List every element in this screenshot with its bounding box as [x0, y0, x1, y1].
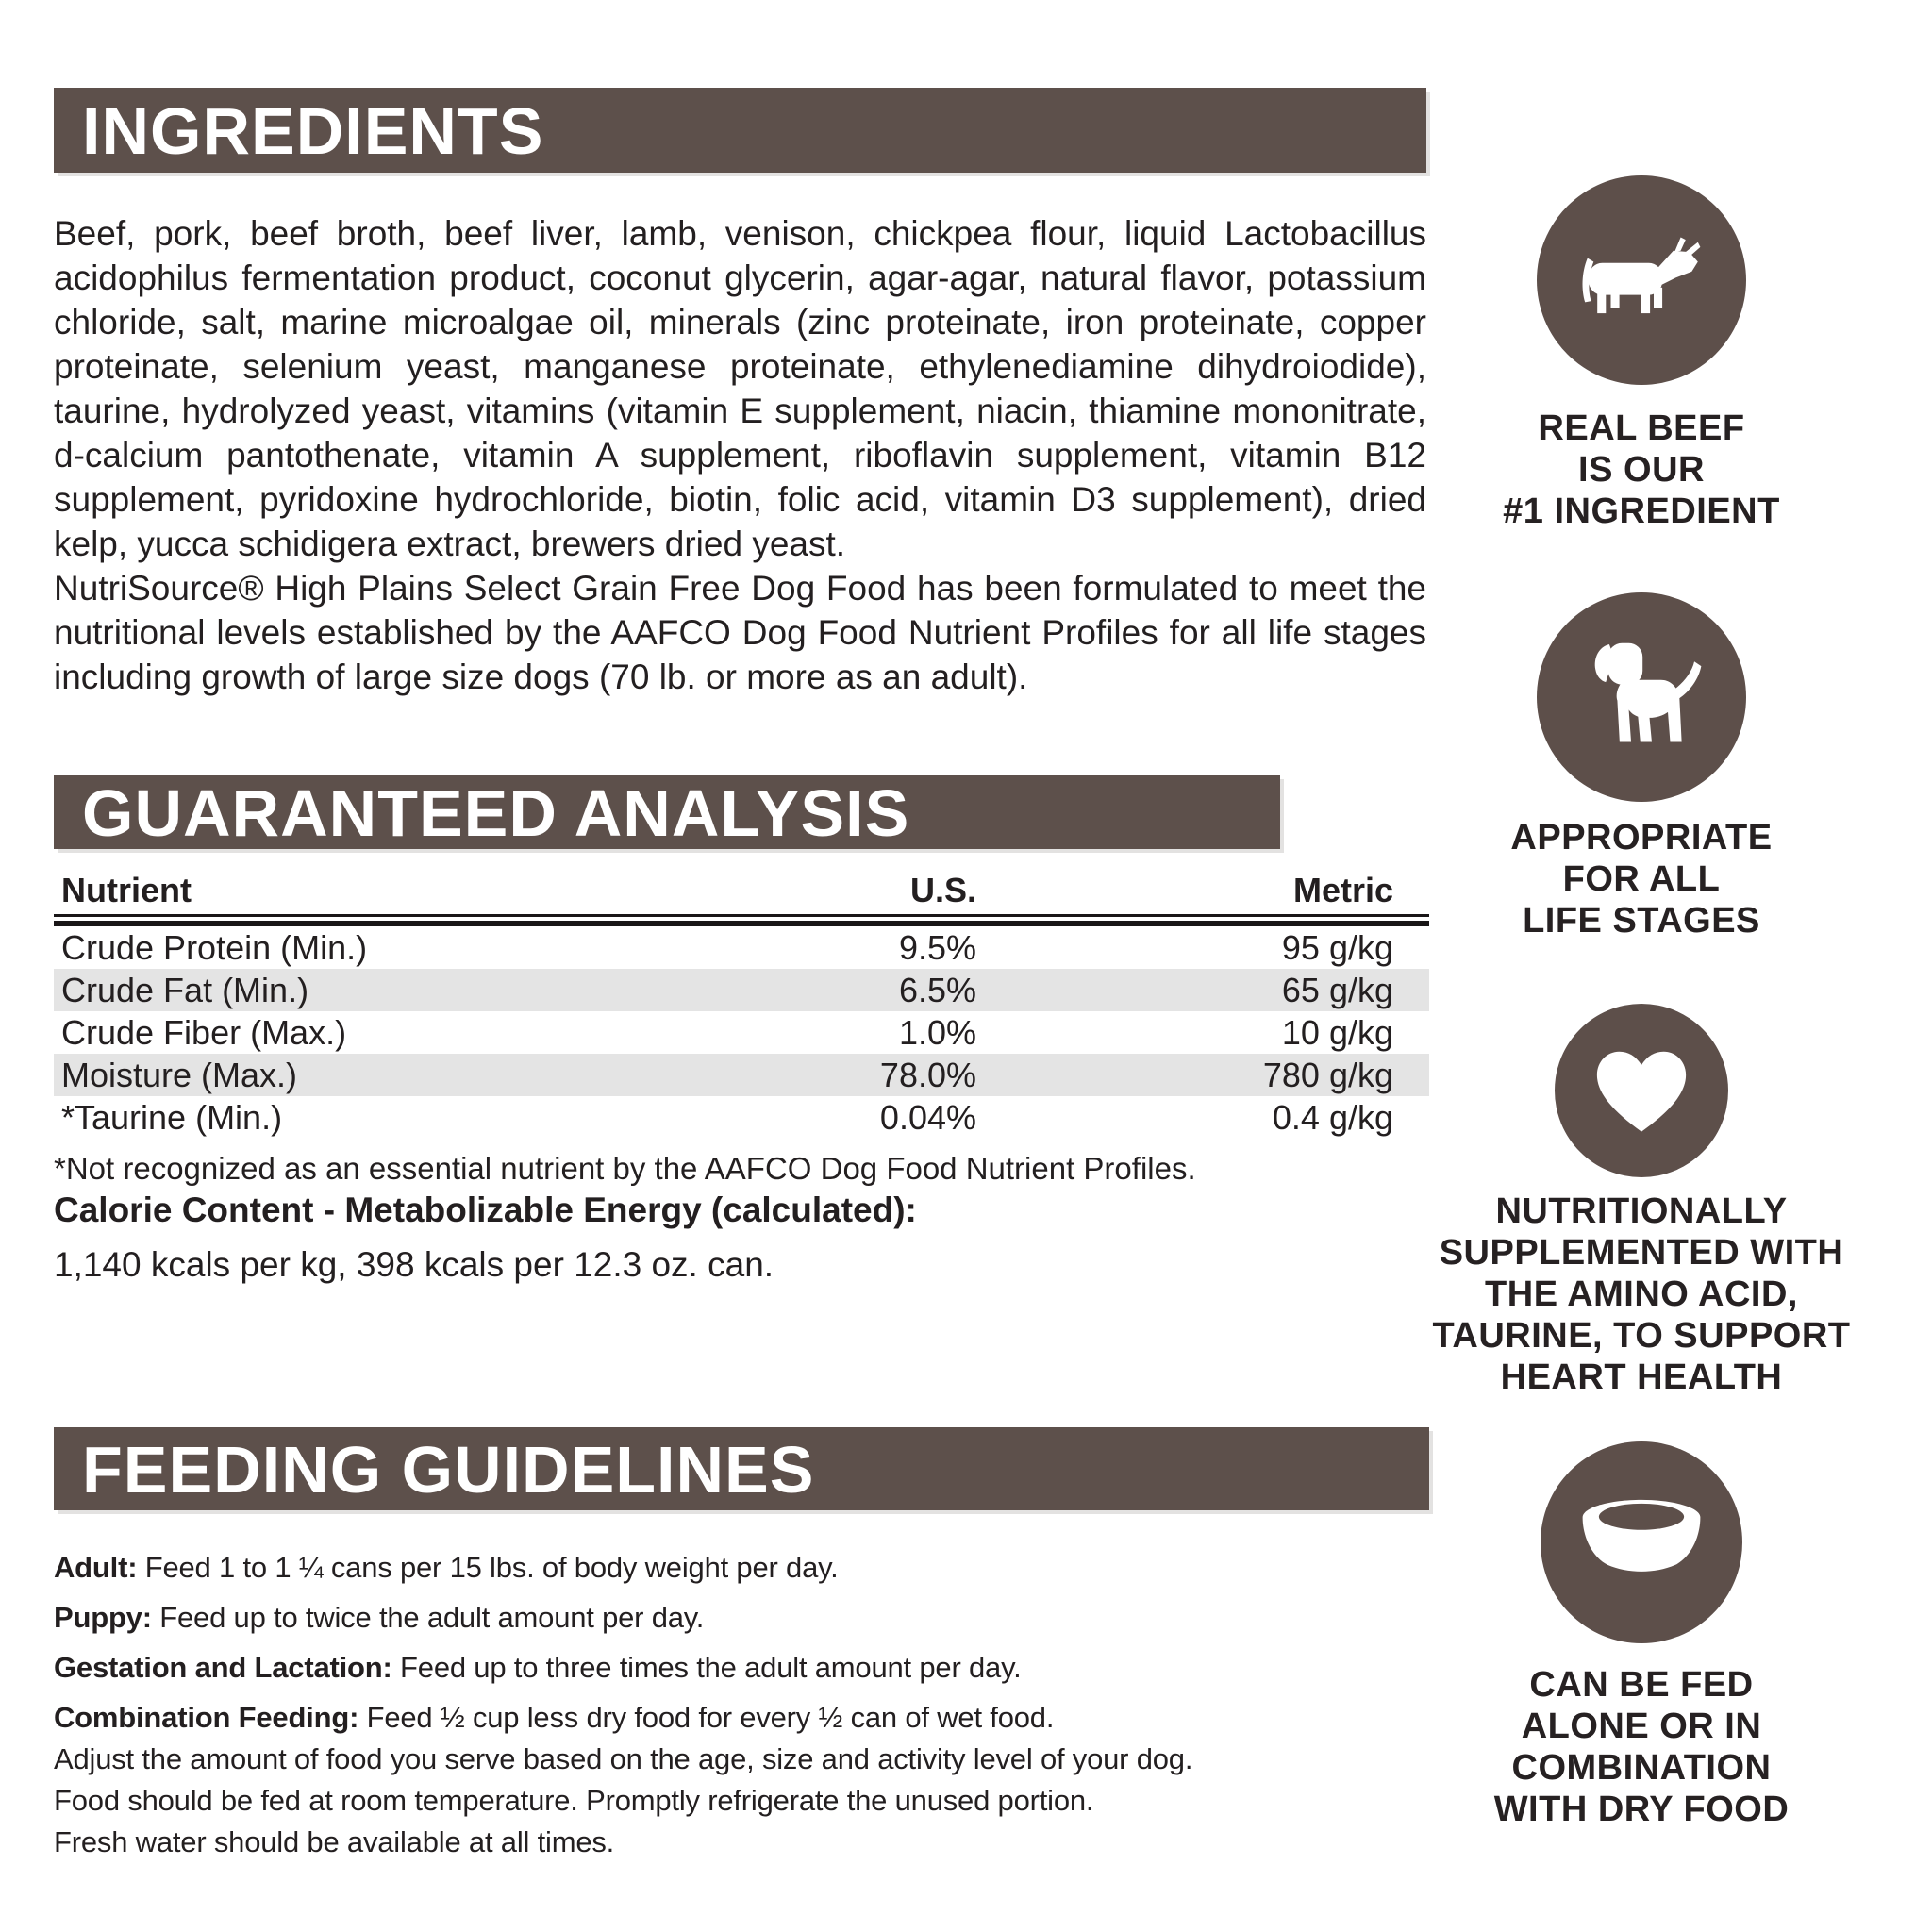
column-header-us: U.S.: [909, 871, 976, 909]
column-header-metric: Metric: [1292, 871, 1393, 909]
ingredients-section-banner: [54, 88, 1426, 173]
feeding-line-label: Adult:: [54, 1551, 138, 1584]
feeding-line-combination: [54, 1697, 1441, 1739]
feeding-line-text: Feed ½ cup less dry food for every ½ can of wet food.: [358, 1701, 1055, 1734]
badge-caption: [1415, 817, 1868, 941]
ingredients-paragraph: Beef, pork, beef broth, beef liver, lamb, venison, chickpea flour, liquid Lactobacillus acidophilus fermentation product, coconut glycerin, agar-agar, natural flavor, potassium chloride, salt, marine microalgae oil, minerals (zinc proteinate, iron proteinate, copper proteinate, selenium yeast, manganese proteinate, ethylenediamine dihydroiodide), taurine, hydrolyzed yeast, vitamins (vitamin E supplement, niacin, thiamine mononitrate, d-calcium pantothenate, vitamin A supplement, riboflavin supplement, vitamin B12 supplement, pyridoxine hydrochloride, biotin, folic acid, vitamin D3 supplement), dried kelp, yucca schidigera extract, brewers dried yeast.: [54, 214, 1426, 563]
feeding-line-text: Adjust the amount of food you serve based on the age, size and activity level of your dog.: [54, 1742, 1193, 1775]
feeding-line-adjust: [54, 1739, 1441, 1780]
bowl-icon: [1573, 1490, 1710, 1595]
guaranteed-analysis-section-banner: [54, 775, 1280, 849]
cell-nutrient: Crude Fat (Min.): [61, 970, 309, 1009]
feeding-line-temperature: [54, 1780, 1441, 1822]
caption-line: CAN BE FED: [1529, 1665, 1754, 1705]
cell-us: 9.5%: [898, 927, 976, 967]
feeding-line-text: Feed up to twice the adult amount per day.: [151, 1601, 705, 1634]
caption-line: IS OUR: [1578, 450, 1705, 490]
cell-us: 1.0%: [898, 1012, 976, 1052]
caption-line: #1 INGREDIENT: [1503, 491, 1780, 531]
guaranteed-analysis-table: [54, 870, 1429, 1139]
badge-caption: [1415, 1664, 1868, 1830]
cow-icon: [1568, 231, 1715, 329]
calorie-content-value: 1,140 kcals per kg, 398 kcals per 12.3 oz. can.: [54, 1245, 774, 1284]
cell-us: 6.5%: [898, 970, 976, 1009]
caption-line: WITH DRY FOOD: [1493, 1790, 1790, 1829]
feeding-guidelines-text-block: [54, 1547, 1441, 1863]
feeding-line-text: Feed 1 to 1 ¼ cans per 15 lbs. of body weight per day.: [137, 1551, 839, 1584]
feeding-line-adult: [54, 1547, 1441, 1589]
badge-circle: [1555, 1004, 1728, 1177]
feeding-line-label: Combination Feeding:: [54, 1701, 359, 1734]
caption-line: NUTRITIONALLY: [1495, 1191, 1788, 1231]
guaranteed-analysis-title: GUARANTEED ANALYSIS: [82, 776, 910, 850]
table-row: [54, 926, 1429, 969]
caption-line: HEART HEALTH: [1500, 1357, 1783, 1397]
feeding-guidelines-title: FEEDING GUIDELINES: [82, 1433, 815, 1507]
cell-metric: 95 g/kg: [1281, 927, 1393, 967]
cell-nutrient: *Taurine (Min.): [61, 1097, 283, 1137]
cell-nutrient: Moisture (Max.): [61, 1055, 298, 1094]
cell-metric: 780 g/kg: [1262, 1055, 1393, 1094]
table-header-rule: [54, 914, 1429, 926]
taurine-footnote: *Not recognized as an essential nutrient by the AAFCO Dog Food Nutrient Profiles.: [54, 1151, 1196, 1186]
cell-nutrient: Crude Fiber (Max.): [61, 1012, 347, 1052]
feeding-line-label: Puppy:: [54, 1601, 152, 1634]
caption-line: APPROPRIATE: [1510, 818, 1773, 858]
column-header-nutrient: Nutrient: [61, 871, 192, 909]
badge-combination-feeding: [1415, 1441, 1868, 1830]
ingredients-text-block: [54, 211, 1426, 699]
caption-line: COMBINATION: [1511, 1748, 1772, 1788]
cell-us: 78.0%: [879, 1055, 976, 1094]
cell-metric: 0.4 g/kg: [1272, 1097, 1393, 1137]
feeding-line-puppy: [54, 1597, 1441, 1639]
badge-caption: [1415, 408, 1868, 532]
feeding-line-gestation: [54, 1647, 1441, 1689]
badge-caption: [1415, 1191, 1868, 1398]
cell-metric: 10 g/kg: [1281, 1012, 1393, 1052]
feeding-line-text: Feed up to three times the adult amount per day.: [391, 1651, 1022, 1684]
badge-circle: [1537, 592, 1746, 802]
table-header-row: [54, 870, 1429, 911]
badge-life-stages: [1415, 592, 1868, 941]
heart-icon: [1586, 1041, 1697, 1141]
badge-circle: [1541, 1441, 1742, 1643]
caption-line: REAL BEEF: [1538, 408, 1745, 448]
caption-line: THE AMINO ACID,: [1485, 1274, 1798, 1314]
cell-metric: 65 g/kg: [1281, 970, 1393, 1009]
puppy-icon: [1578, 634, 1705, 760]
feeding-line-label: Gestation and Lactation:: [54, 1651, 392, 1684]
ingredients-title: INGREDIENTS: [82, 94, 544, 168]
feeding-line-water: [54, 1822, 1441, 1863]
feeding-line-text: Fresh water should be available at all times.: [54, 1825, 615, 1858]
table-row: [54, 1096, 1429, 1139]
table-row: [54, 1011, 1429, 1054]
feeding-guidelines-section-banner: [54, 1427, 1429, 1510]
caption-line: FOR ALL: [1562, 859, 1721, 899]
table-row: [54, 969, 1429, 1011]
cell-us: 0.04%: [879, 1097, 976, 1137]
badge-heart-health: [1415, 1004, 1868, 1398]
caption-line: TAURINE, TO SUPPORT: [1432, 1316, 1851, 1356]
caption-line: LIFE STAGES: [1523, 901, 1760, 941]
caption-line: SUPPLEMENTED WITH: [1439, 1233, 1844, 1273]
badge-circle: [1537, 175, 1746, 385]
badge-real-beef: [1415, 175, 1868, 532]
caption-line: ALONE OR IN: [1521, 1707, 1762, 1746]
aafco-statement-paragraph: NutriSource® High Plains Select Grain Free Dog Food has been formulated to meet the nutritional levels established by the AAFCO Dog Food Nutrient Profiles for all life stages including growth of large size dogs (70 lb. or more as an adult).: [54, 569, 1426, 696]
calorie-content-heading: Calorie Content - Metabolizable Energy (calculated):: [54, 1191, 917, 1229]
feeding-line-text: Food should be fed at room temperature. Promptly refrigerate the unused portion.: [54, 1784, 1094, 1817]
table-row: [54, 1054, 1429, 1096]
cell-nutrient: Crude Protein (Min.): [61, 927, 368, 967]
